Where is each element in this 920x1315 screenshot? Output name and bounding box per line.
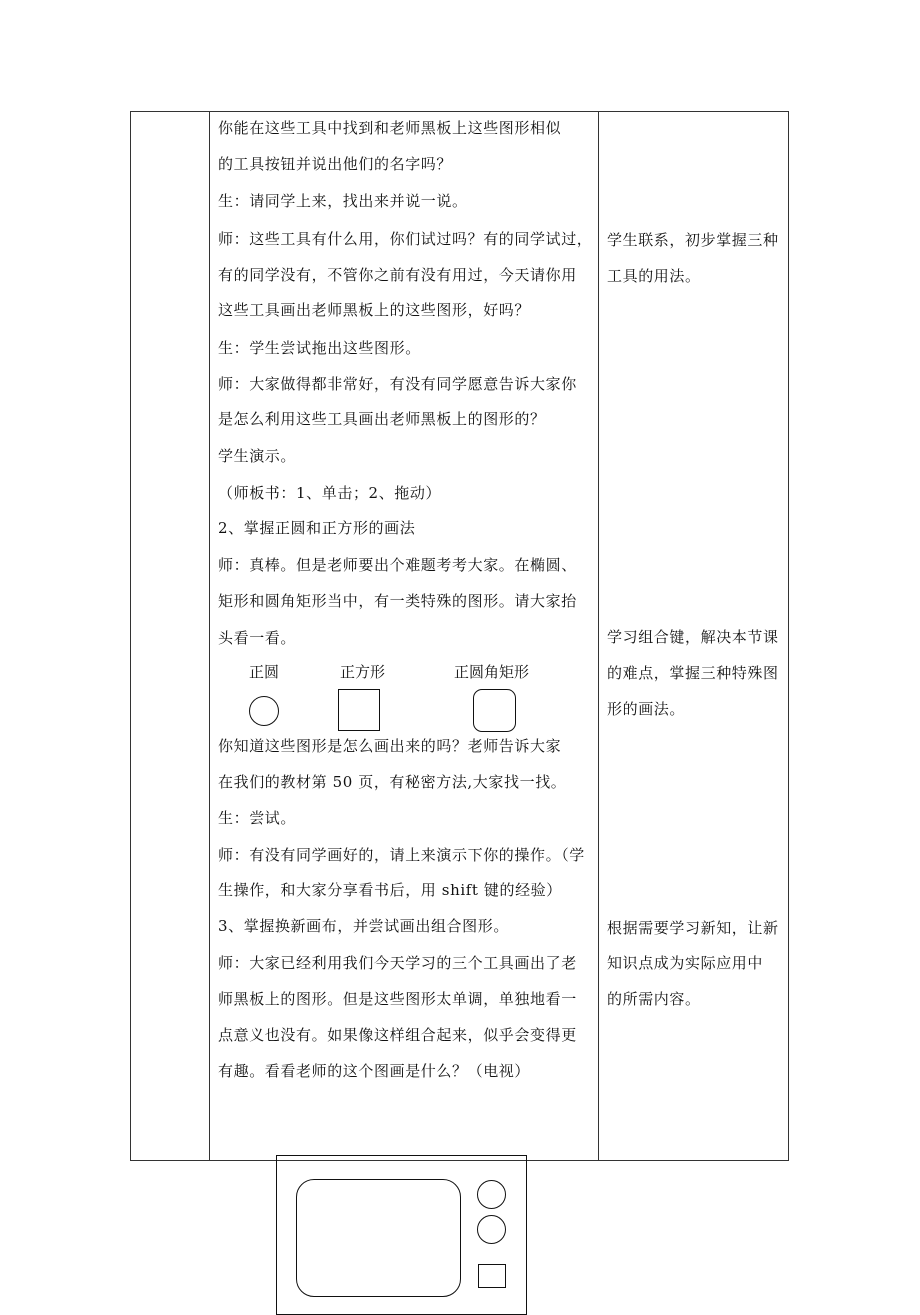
column-divider-right [598, 112, 599, 1160]
tv-speaker-square [478, 1264, 506, 1288]
tv-knob-top [477, 1180, 506, 1209]
circle-shape [249, 696, 279, 726]
main-line-7: 生：学生尝试拖出这些图形。 [218, 339, 421, 357]
main-line-13: 师：真棒。但是老师要出个难题考考大家。在椭圆、 [218, 556, 577, 574]
main-line-16: 你知道这些图形是怎么画出来的吗？老师告诉大家 [218, 737, 562, 755]
note-1-line-1: 学生联系，初步掌握三种 [607, 231, 779, 249]
main-line-14: 矩形和圆角矩形当中，有一类特殊的图形。请大家抬 [218, 592, 577, 610]
column-divider-left [209, 112, 210, 1160]
note-3-line-2: 知识点成为实际应用中 [607, 954, 764, 972]
main-line-15: 头看一看。 [218, 629, 297, 647]
note-1-line-2: 工具的用法。 [607, 267, 701, 285]
tv-knob-bottom [477, 1215, 506, 1244]
main-line-12: 2、掌握正圆和正方形的画法 [218, 519, 416, 537]
main-line-21: 3、掌握换新画布，并尝试画出组合图形。 [218, 917, 509, 935]
main-line-6: 这些工具画出老师黑板上的这些图形，好吗？ [218, 301, 531, 319]
main-line-10: 学生演示。 [218, 447, 297, 465]
main-line-19: 师：有没有同学画好的，请上来演示下你的操作。（学 [218, 846, 585, 864]
main-line-2: 的工具按钮并说出他们的名字吗？ [218, 155, 453, 173]
note-2-line-3: 形的画法。 [607, 700, 686, 718]
main-line-23: 师黑板上的图形。但是这些图形太单调，单独地看一 [218, 990, 577, 1008]
note-2-line-1: 学习组合键，解决本节课 [607, 628, 779, 646]
rounded-rect-label: 正圆角矩形 [454, 663, 530, 681]
main-line-22: 师：大家已经利用我们今天学习的三个工具画出了老 [218, 954, 577, 972]
rounded-square-shape [473, 689, 516, 732]
circle-label: 正圆 [249, 663, 280, 681]
main-line-18: 生：尝试。 [218, 809, 297, 827]
tv-screen-shape [296, 1179, 461, 1297]
main-line-5: 有的同学没有，不管你之前有没有用过，今天请你用 [218, 266, 577, 284]
main-line-24: 点意义也没有。如果像这样组合起来，似乎会变得更 [218, 1026, 577, 1044]
main-line-4: 师：这些工具有什么用，你们试过吗？有的同学试过， [218, 230, 593, 248]
note-3-line-3: 的所需内容。 [607, 990, 701, 1008]
main-line-9: 是怎么利用这些工具画出老师黑板上的图形的？ [218, 410, 546, 428]
main-line-1: 你能在这些工具中找到和老师黑板上这些图形相似 [218, 119, 562, 137]
square-label: 正方形 [340, 663, 386, 681]
main-line-20: 生操作，和大家分享看书后，用 shift 键的经验） [218, 881, 562, 899]
square-shape [338, 689, 380, 731]
main-line-11: （师板书：1、单击；2、拖动） [218, 484, 442, 502]
main-line-8: 师：大家做得都非常好，有没有同学愿意告诉大家你 [218, 375, 577, 393]
tv-drawing [276, 1155, 527, 1315]
main-line-3: 生：请同学上来，找出来并说一说。 [218, 192, 468, 210]
note-2-line-2: 的难点，掌握三种特殊图 [607, 664, 779, 682]
main-line-17: 在我们的教材第 50 页，有秘密方法,大家找一找。 [218, 773, 567, 791]
main-line-25: 有趣。看看老师的这个图画是什么？（电视） [218, 1062, 531, 1080]
note-3-line-1: 根据需要学习新知，让新 [607, 919, 779, 937]
